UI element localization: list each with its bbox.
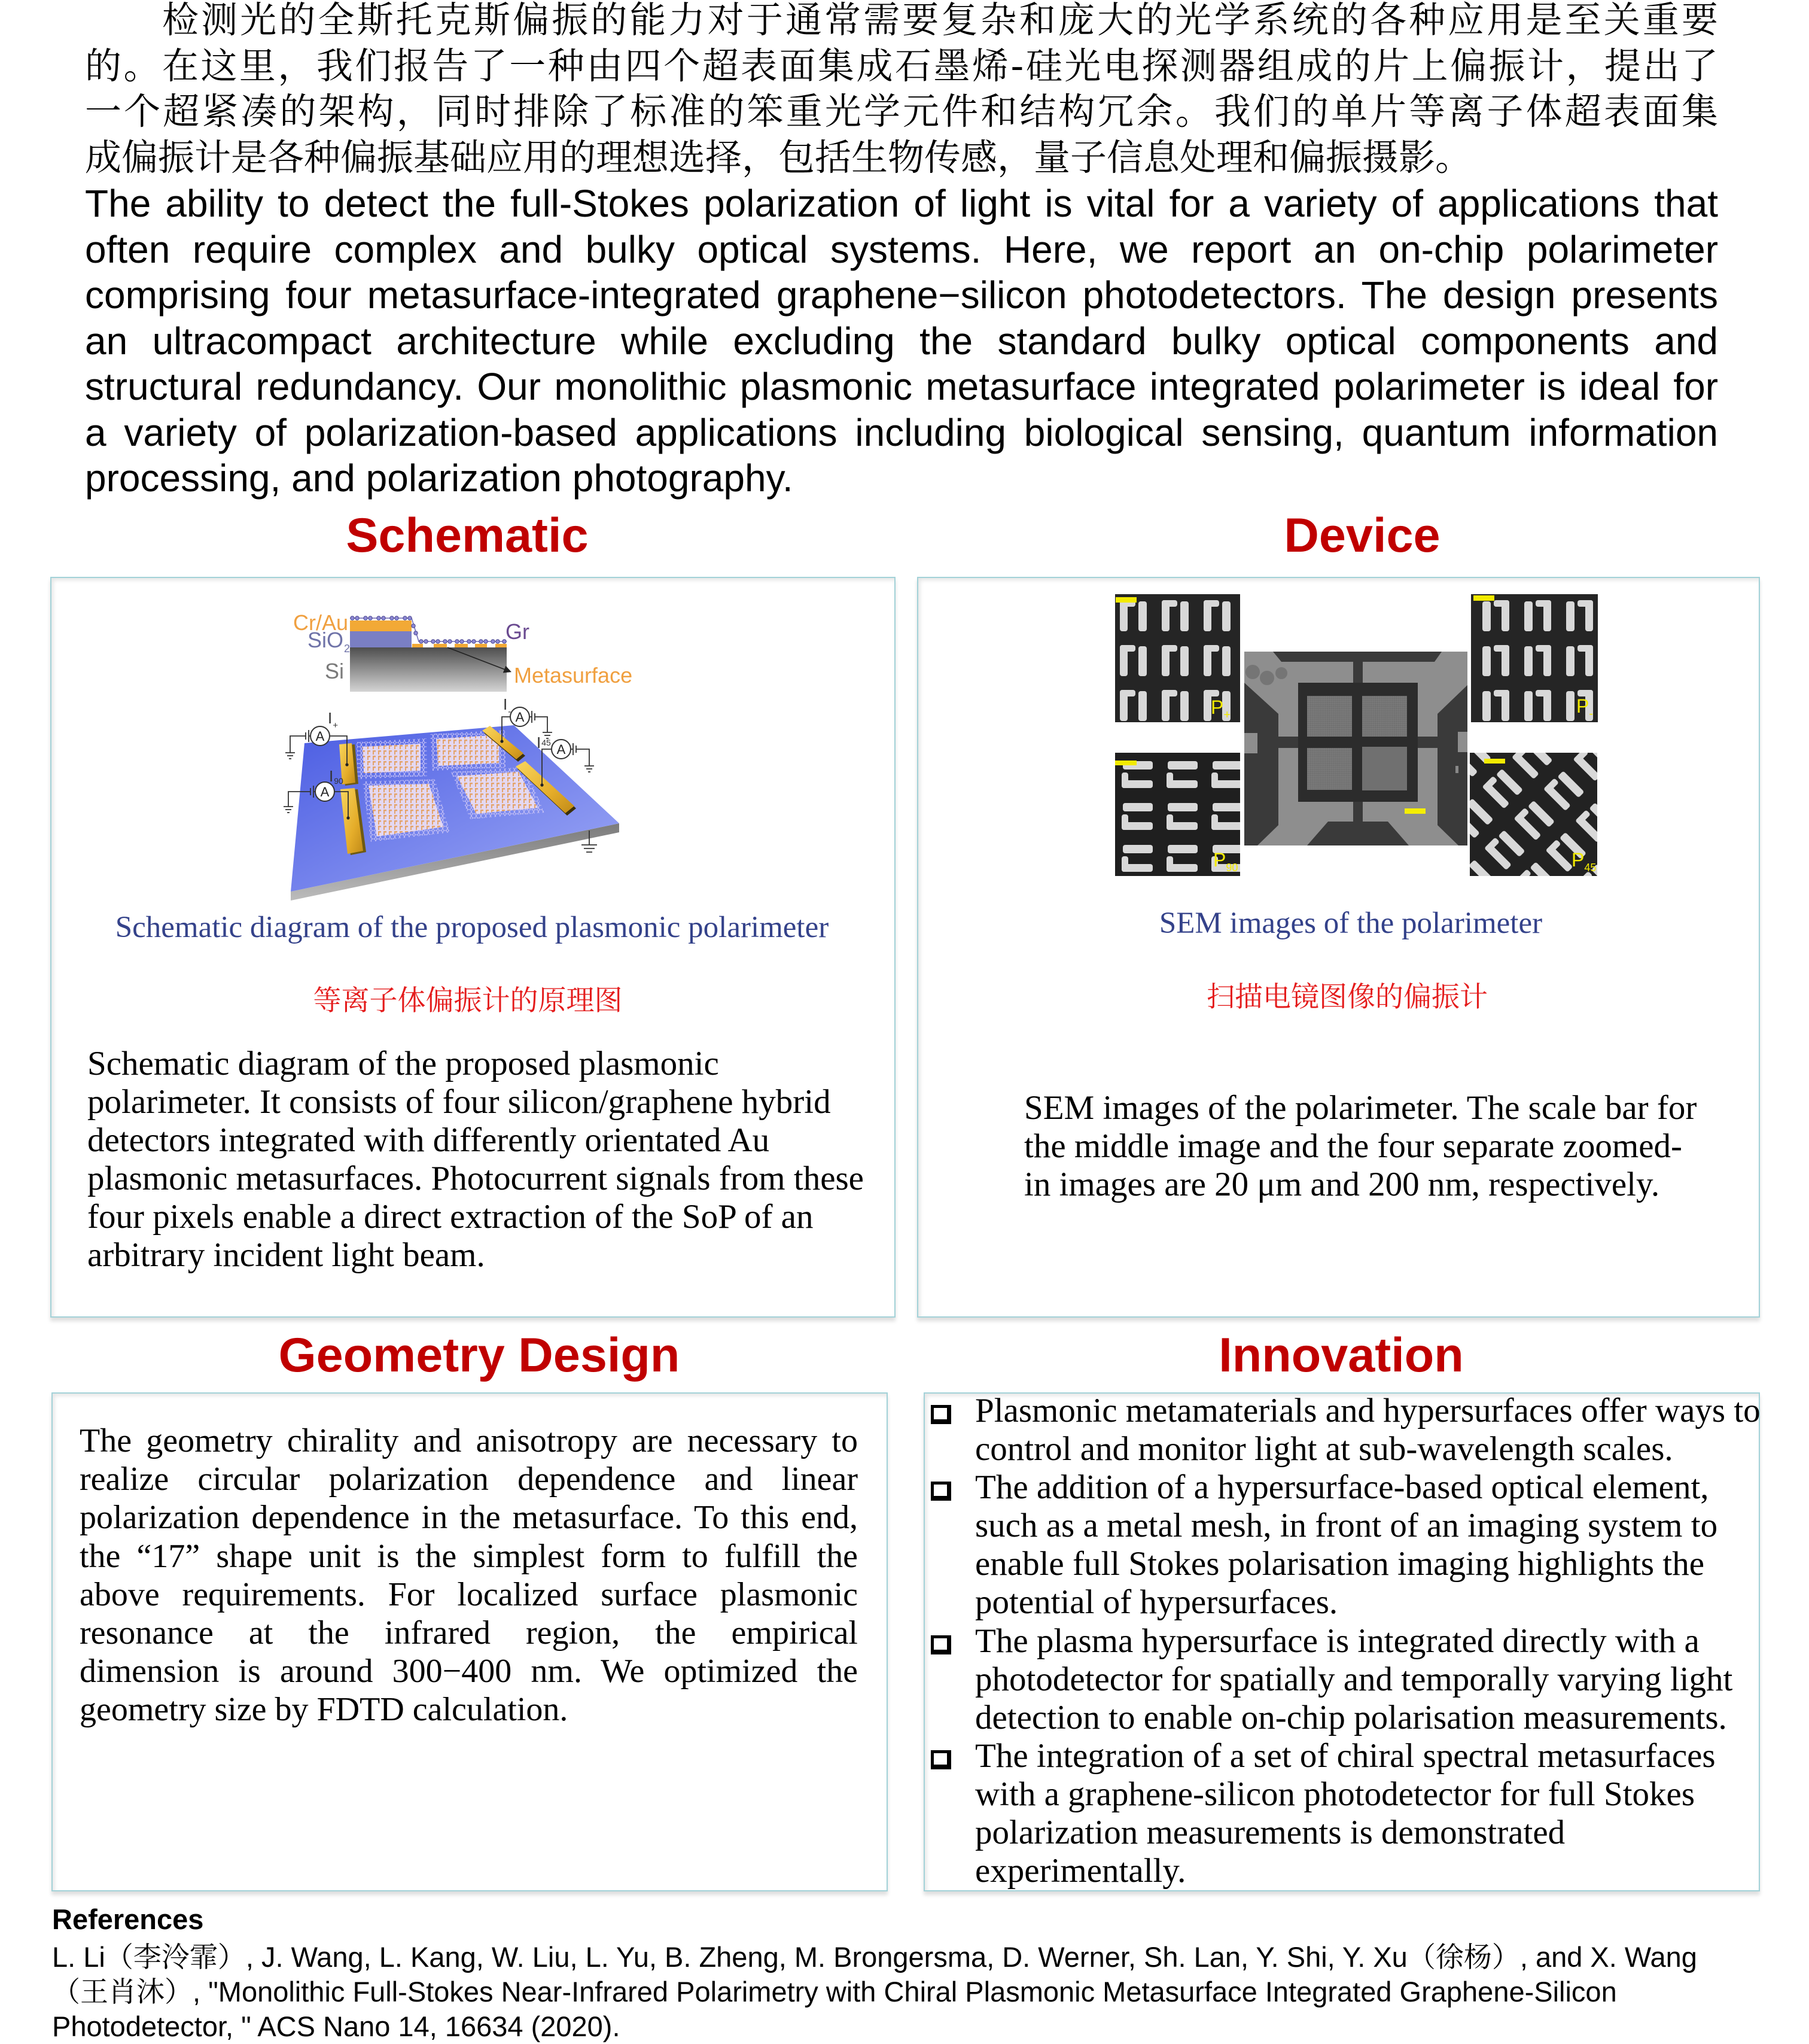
label-si: Si xyxy=(324,659,344,683)
square-bullet-icon xyxy=(931,1482,951,1501)
text-line: such as a metal mesh, in front of an imaging system to xyxy=(975,1507,1718,1545)
innovation-heading: Innovation xyxy=(1219,1328,1464,1382)
text-line: the “17” shape unit is the simplest form to fulfill the xyxy=(80,1537,858,1575)
device-heading: Device xyxy=(1284,509,1440,562)
label-cr-au: Cr/Au xyxy=(293,610,348,635)
text-line: dimension is around 300−400 nm. We optimized the xyxy=(80,1653,858,1690)
scale-bar xyxy=(1484,759,1505,764)
sem-label: $P_{45}$ xyxy=(1572,849,1597,874)
text-line: Schematic diagram of the proposed plasmonic xyxy=(87,1045,719,1082)
abstract-en-line: comprising four metasurface-integrated graphene−silicon photodetectors. The design presents xyxy=(85,273,1718,317)
schematic-description xyxy=(87,1045,864,1275)
abstract-en-line: processing, and polarization photography. xyxy=(85,457,793,500)
metasurface-pads xyxy=(412,644,507,647)
text-line: potential of hypersurfaces. xyxy=(975,1583,1338,1622)
label-sio2-subscript: 2 xyxy=(344,643,351,655)
reference-line: L. Li（李泠霏）, J. Wang, L. Kang, W. Liu, L. Yu, B. Zheng, M. Brongersma, D. Werner, Sh. Lan, Y. Shi, Y. Xu（徐杨）, and X. Wang xyxy=(52,1941,1697,1973)
text-line: The plasma hypersurface is integrated directly with a xyxy=(975,1622,1700,1660)
label-metasurface: Metasurface xyxy=(514,663,633,688)
scale-bar xyxy=(1473,595,1494,601)
schematic-caption-en: Schematic diagram of the proposed plasmonic polarimeter xyxy=(115,911,829,944)
metasurface-pixel-minus xyxy=(436,735,499,766)
abstract-en-line: The ability to detect the full-Stokes polarization of light is vital for a variety of applications that xyxy=(85,182,1718,225)
label-i-90: I90 xyxy=(329,767,343,786)
geometry-design-heading: Geometry Design xyxy=(278,1328,680,1382)
square-bullet-icon xyxy=(931,1405,951,1424)
ammeter-45 xyxy=(552,740,571,759)
schematic-caption-zh: 等离子体偏振计的原理图 xyxy=(313,984,623,1017)
abstract-zh-line: 检测光的全斯托克斯偏振的能力对于通常需要复杂和庞大的光学系统的各种应用是至关重要 xyxy=(162,0,1718,41)
reference-line: Photodetector, " ACS Nano 14, 16634 (2020). xyxy=(52,2010,620,2042)
abstract-zh-line: 一个超紧凑的架构，同时排除了标准的笨重光学元件和结构冗余。我们的单片等离子体超表面集 xyxy=(85,90,1718,133)
text-line: Plasmonic metamaterials and hypersurfaces offer ways to xyxy=(975,1392,1761,1429)
text-line: arbitrary incident light beam. xyxy=(87,1236,485,1274)
text-line: polarization dependence in the metasurface. To this end, xyxy=(80,1499,858,1537)
sio2-layer xyxy=(350,631,412,647)
text-line: realize circular polarization dependence and linear xyxy=(80,1461,858,1498)
schematic-diagram xyxy=(275,604,646,910)
schematic-heading: Schematic xyxy=(346,509,589,562)
sem-label: $P_+$ xyxy=(1211,696,1231,722)
text-line: The integration of a set of chiral spectral metasurfaces xyxy=(975,1737,1716,1775)
sem-image-p-90 xyxy=(1115,753,1240,876)
text-line: with a graphene-silicon photodetector for full Stokes xyxy=(975,1775,1695,1814)
text-line: The addition of a hypersurface-based optical element, xyxy=(975,1468,1709,1506)
text-line: polarimeter. It consists of four silicon/graphene hybrid xyxy=(87,1083,831,1121)
label-graphene: Gr xyxy=(505,619,529,644)
sem-pixel xyxy=(1307,748,1352,790)
text-line: above requirements. For localized surface plasmonic xyxy=(80,1575,858,1613)
sem-image-p-minus xyxy=(1471,594,1598,722)
label-i-45: I45 xyxy=(537,734,551,752)
label-i-minus: $I_-$ xyxy=(503,695,511,717)
ammeter-icon: A xyxy=(315,729,325,744)
label-i-plus: $I_+$ xyxy=(328,709,338,731)
cr-au-layer xyxy=(350,620,412,631)
abstract xyxy=(85,0,1718,501)
text-line: control and monitor light at sub-wavelength scales. xyxy=(975,1430,1673,1468)
text-line: experimentally. xyxy=(975,1852,1186,1890)
text-line: in images are 20 μm and 200 nm, respectively. xyxy=(1024,1166,1660,1203)
abstract-en-line: a variety of polarization-based applications including biological sensing, quantum information xyxy=(85,410,1718,454)
device-description xyxy=(1024,1089,1697,1204)
text-line: enable full Stokes polarisation imaging highlights the xyxy=(975,1545,1704,1583)
device-3d-model xyxy=(284,695,619,901)
text-line: SEM images of the polarimeter. The scale bar for xyxy=(1024,1089,1697,1127)
references-list xyxy=(52,1940,1697,2044)
device-caption-zh: 扫描电镜图像的偏振计 xyxy=(1207,981,1488,1014)
device-caption-en: SEM images of the polarimeter xyxy=(1159,907,1543,940)
text-line: polarization measurements is demonstrated xyxy=(975,1814,1566,1852)
scale-bar xyxy=(1115,761,1137,765)
ammeter-plus xyxy=(310,726,330,746)
reference-line: （王肖沐）, "Monolithic Full-Stokes Near-Infrared Polarimetry with Chiral Plasmonic Metasurface Integrated Graphene-Silicon xyxy=(52,1976,1617,2008)
sem-label: $P_-$ xyxy=(1576,695,1594,720)
ammeter-icon: A xyxy=(320,784,330,799)
text-line: the middle image and the four separate zoomed- xyxy=(1024,1127,1682,1165)
abstract-en-line: often require complex and bulky optical systems. Here, we report an on-chip polarimeter xyxy=(85,227,1718,271)
abstract-en-line: structural redundancy. Our monolithic plasmonic metasurface integrated polarimeter is ideal for xyxy=(85,365,1718,408)
abstract-zh-line: 的。在这里，我们报告了一种由四个超表面集成石墨烯-硅光电探测器组成的片上偏振计，提出了 xyxy=(85,44,1718,87)
sem-pixel xyxy=(1362,696,1407,737)
square-bullet-icon xyxy=(931,1750,951,1769)
text-line: four pixels enable a direct extraction of the SoP of an xyxy=(87,1198,814,1236)
square-bullet-icon xyxy=(931,1635,951,1654)
text-line: geometry size by FDTD calculation. xyxy=(80,1691,568,1729)
scale-bar xyxy=(1116,597,1137,603)
scale-bar xyxy=(1405,808,1426,814)
references-heading: References xyxy=(52,1903,204,1935)
si-substrate xyxy=(350,647,507,692)
text-line: detection to enable on-chip polarisation measurements. xyxy=(975,1699,1727,1737)
geometry-description xyxy=(80,1422,858,1729)
ammeter-minus xyxy=(510,707,529,726)
text-line: detectors integrated with differently orientated Au xyxy=(87,1121,770,1159)
text-line: plasmonic metasurfaces. Photocurrent signals from these xyxy=(87,1160,864,1197)
sem-pixel xyxy=(1307,696,1352,737)
text-line: resonance at the infrared region, the empirical xyxy=(80,1614,858,1651)
sem-image-overview xyxy=(1244,652,1467,845)
text-line: photodetector for spatially and temporally varying light xyxy=(975,1660,1733,1699)
text-line: The geometry chirality and anisotropy are necessary to xyxy=(80,1422,858,1459)
sem-image-p-plus xyxy=(1115,594,1240,722)
sem-image-p-45 xyxy=(1470,753,1597,876)
label-sio2: SiO xyxy=(307,628,343,652)
metasurface-pixel-plus xyxy=(363,744,421,773)
ammeter-icon: A xyxy=(556,742,566,757)
abstract-en-line: an ultracompact architecture while excluding the standard bulky optical components and xyxy=(85,319,1718,363)
abstract-zh-line: 成偏振计是各种偏振基础应用的理想选择，包括生物传感，量子信息处理和偏振摄影。 xyxy=(85,136,1472,179)
ammeter-icon: A xyxy=(515,710,525,725)
sem-pixel xyxy=(1362,747,1407,790)
sem-label: $P_{90}$ xyxy=(1213,849,1238,874)
cross-section-inset xyxy=(293,610,632,692)
